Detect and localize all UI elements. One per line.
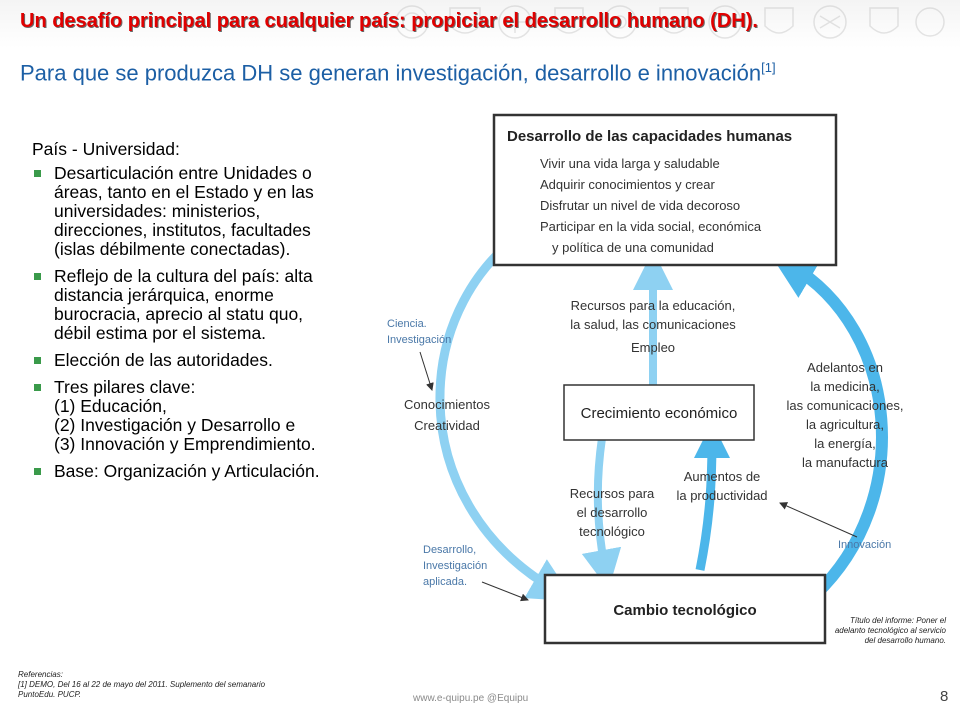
top-box-title: Desarrollo de las capacidades humanas [507, 128, 793, 145]
aumentos-label: la productividad [676, 488, 768, 503]
references-text: [1] DEMO, Del 16 al 22 de mayo del 2011. Suplemento del semanario PuntoEdu. PUCP. [18, 680, 266, 699]
bullet-text: Reflejo de la cultura del país: alta distancia jerárquica, enorme burocracia, aprecio al statu quo, débil estima por el sistema. [54, 266, 313, 343]
pillar-innovation: (3) Innovación y Emprendimiento. [54, 434, 316, 454]
left-column [32, 140, 324, 489]
desarrollo-annotation: Desarrollo, [423, 544, 477, 556]
square-bullet-icon [34, 468, 41, 475]
adelantos-label: las comunicaciones, [786, 398, 904, 413]
ciencia-annotation: Investigación [387, 334, 452, 346]
aumentos-label: Aumentos de [683, 469, 761, 484]
top-box-item: Participar en la vida social, económica [540, 219, 762, 234]
square-bullet-icon [34, 384, 41, 391]
pillar-research: (2) Investigación y Desarrollo e [54, 415, 296, 435]
top-box-item: Disfrutar un nivel de vida decoroso [540, 198, 741, 213]
intro-text: País - Universidad: [32, 139, 180, 159]
bullet-item [32, 378, 324, 454]
recursos-bottom-label: Recursos para [569, 486, 655, 501]
up-to-middle-arrow [700, 440, 712, 570]
conocimientos-label: Creatividad [414, 418, 480, 433]
square-bullet-icon [34, 170, 41, 177]
references [18, 670, 288, 700]
adelantos-label: la manufactura [802, 455, 888, 470]
footer-site: www.e-quipu.pe @Equipu [413, 693, 529, 704]
recursos-top-label: Recursos para la educación, [570, 298, 736, 313]
bullet-item [32, 164, 324, 259]
middle-box-label: Crecimiento económico [580, 405, 738, 422]
adelantos-label: Adelantos en [807, 360, 883, 375]
bullet-text: Elección de las autoridades. [54, 350, 273, 370]
human-development-diagram [380, 110, 960, 650]
page-number: 8 [940, 688, 949, 705]
subtitle-reference: [1] [761, 60, 776, 75]
adelantos-label: la energía, [814, 436, 876, 451]
pillar-education: (1) Educación, [54, 396, 167, 416]
innovacion-annotation: Innovación [838, 539, 892, 551]
bullet-text: Base: Organización y Articulación. [54, 461, 320, 481]
bullet-item [32, 267, 324, 343]
down-to-bottom-arrow [598, 438, 605, 570]
top-box-item: Vivir una vida larga y saludable [540, 156, 720, 171]
desarrollo-pointer-line [482, 582, 528, 600]
top-box-item: Adquirir conocimientos y crear [540, 177, 715, 192]
adelantos-label: la medicina, [810, 379, 880, 394]
top-box-item: y política de una comunidad [552, 240, 714, 255]
innovacion-pointer-line [780, 503, 857, 537]
references-heading: Referencias: [18, 670, 63, 679]
slide-title: Un desafío principal para cualquier país: propiciar el desarrollo humano (DH). [20, 10, 758, 32]
square-bullet-icon [34, 273, 41, 280]
recursos-top-label: Empleo [630, 340, 676, 355]
square-bullet-icon [34, 357, 41, 364]
slide-subtitle [20, 60, 776, 86]
recursos-bottom-label: tecnológico [579, 524, 645, 539]
desarrollo-annotation: Investigación [423, 560, 488, 572]
desarrollo-annotation: aplicada. [423, 576, 468, 588]
conocimientos-label: Conocimientos [404, 397, 490, 412]
figure-caption: Título del informe: Poner el adelanto tecnológico al servicio del desarrollo humano. [834, 616, 946, 645]
bullet-list [32, 164, 324, 481]
bullet-text: Tres pilares clave: [54, 377, 196, 397]
subtitle-text: Para que se produzca DH se generan investigación, desarrollo e innovación [20, 60, 762, 86]
bottom-box-label: Cambio tecnológico [613, 602, 757, 619]
ciencia-annotation: Ciencia. [387, 318, 427, 330]
bullet-item [32, 462, 324, 481]
adelantos-label: la agricultura, [805, 417, 885, 432]
recursos-bottom-label: el desarrollo [576, 505, 648, 520]
recursos-top-label: la salud, las comunicaciones [570, 317, 736, 332]
ciencia-pointer-line [420, 352, 432, 390]
bullet-text: Desarticulación entre Unidades o áreas, tanto en el Estado y en las universidades: ministerios, direcciones, institutos, facultades (islas débilmente conectadas). [54, 163, 314, 259]
bullet-item [32, 351, 324, 370]
